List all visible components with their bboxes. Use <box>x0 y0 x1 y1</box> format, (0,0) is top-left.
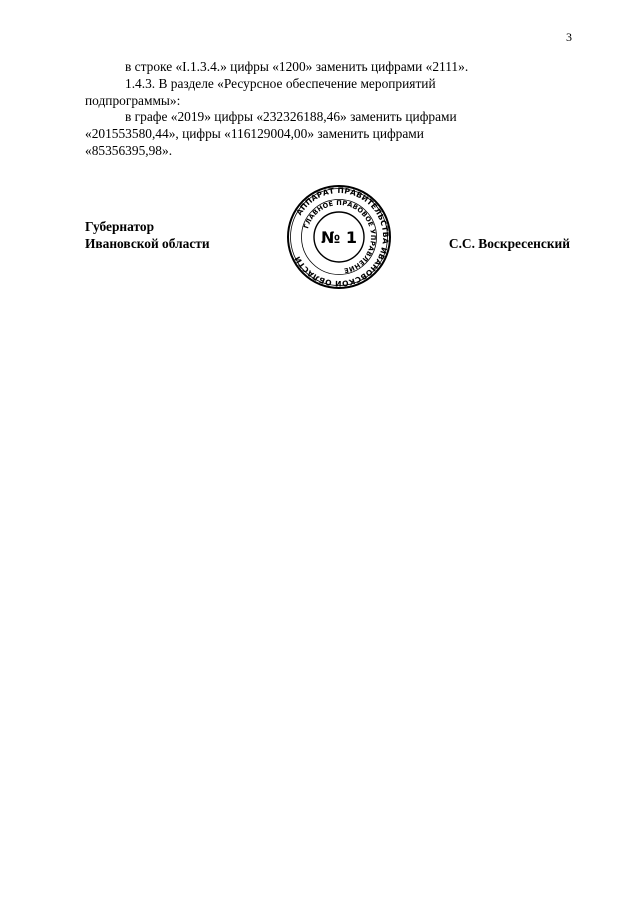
seal-ring-text: АППАРАТ ПРАВИТЕЛЬСТВА ИВАНОВСКОЙ ОБЛАСТИ <box>292 185 391 289</box>
paragraph-column-replacement-line1: в графе «2019» цифры «232326188,46» заменить цифрами <box>125 109 457 125</box>
signatory-title <box>85 218 210 252</box>
seal-inner-text: ГЛАВНОЕ ПРАВОВОЕ УПРАВЛЕНИЕ <box>302 198 378 275</box>
official-seal <box>286 184 392 290</box>
signatory-title-line2: Ивановской области <box>85 236 210 251</box>
paragraph-section-header-line2: подпрограммы»: <box>85 92 181 108</box>
document-body <box>85 59 566 160</box>
seal-center-text: № 1 <box>321 228 357 247</box>
paragraph-row-replacement: в строке «I.1.3.4.» цифры «1200» заменить цифрами «2111». <box>125 59 469 74</box>
paragraph-section-header-line1: 1.4.3. В разделе «Ресурсное обеспечение мероприятий <box>125 75 436 91</box>
page-number: 3 <box>566 30 572 44</box>
signatory-title-line1: Губернатор <box>85 219 155 234</box>
paragraph-column-replacement-line3: «85356395,98». <box>85 142 173 158</box>
signatory-name: С.С. Воскресенский <box>448 236 570 251</box>
paragraph-column-replacement-line2: «201553580,44», цифры «116129004,00» заменить цифрами <box>85 126 424 142</box>
